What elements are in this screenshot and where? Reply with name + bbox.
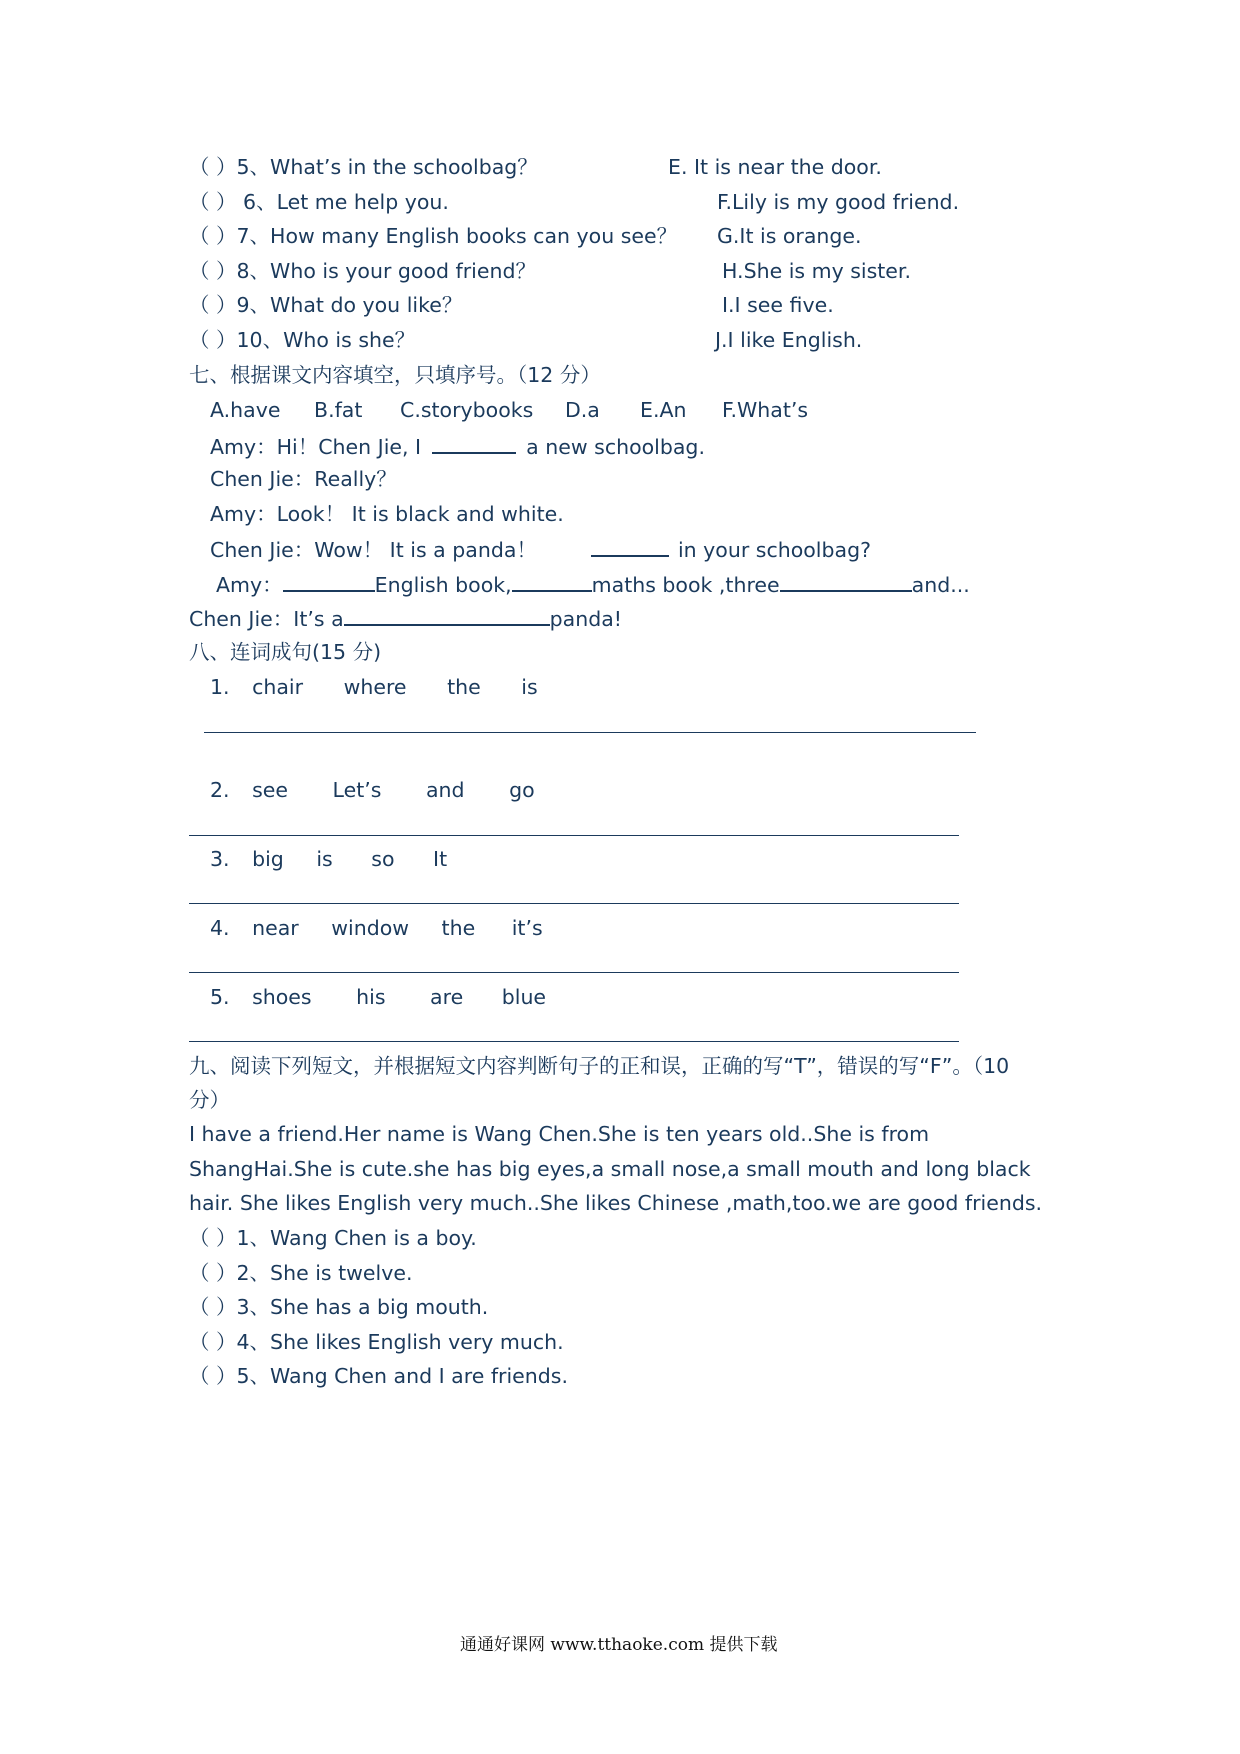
statement-4: （ ）4、She likes English very much. — [189, 1330, 564, 1354]
fill-blank-2[interactable] — [591, 535, 669, 557]
option-d: D.a — [565, 398, 600, 422]
option-b: B.fat — [314, 398, 363, 422]
word: blue — [501, 985, 547, 1009]
statement-1: （ ）1、Wang Chen is a boy. — [189, 1226, 477, 1250]
fill-blank-5[interactable] — [780, 570, 912, 592]
match-question-9: （ ）9、What do you like？ — [189, 293, 463, 317]
word: big — [252, 847, 284, 871]
item-number: 5. — [210, 985, 230, 1009]
word: where — [343, 675, 407, 699]
match-question-8: （ ）8、Who is your good friend？ — [189, 259, 536, 283]
reorder-item-5 — [210, 984, 546, 1010]
answer-line-2[interactable] — [189, 835, 959, 836]
word: is — [521, 675, 538, 699]
dialogue-line-5-mid2: maths book ,three — [591, 573, 780, 597]
reorder-item-3 — [210, 846, 447, 872]
match-answer-f: F.Lily is my good friend. — [717, 190, 960, 214]
statement-5: （ ）5、Wang Chen and I are friends. — [189, 1364, 568, 1388]
page-footer: 通通好课网 www.tthaoke.com 提供下载 — [460, 1635, 778, 1655]
dialogue-line-3: Amy：Look！ It is black and white. — [210, 502, 564, 526]
section9-heading-line-2: 分） — [189, 1088, 230, 1112]
fill-blank-6[interactable] — [344, 604, 550, 626]
word: the — [447, 675, 481, 699]
dialogue-line-1 — [210, 432, 705, 460]
match-question-7: （ ）7、How many English books can you see？ — [189, 224, 678, 248]
fill-blank-4[interactable] — [512, 570, 592, 592]
dialogue-line-4 — [210, 535, 871, 563]
word: near — [252, 916, 299, 940]
word: the — [441, 916, 476, 940]
match-answer-i: I.I see five. — [722, 293, 834, 317]
statement-3: （ ）3、She has a big mouth. — [189, 1295, 489, 1319]
word: is — [316, 847, 333, 871]
dialogue-line-4-start: Chen Jie：Wow！ It is a panda！ — [210, 538, 537, 562]
answer-line-4[interactable] — [189, 972, 959, 973]
answer-line-5[interactable] — [189, 1041, 959, 1042]
section7-heading: 七、根据课文内容填空，只填序号。（12 分） — [189, 363, 601, 387]
item-number: 2. — [210, 778, 230, 802]
dialogue-line-5-speaker: Amy： — [216, 573, 283, 597]
reorder-item-2 — [210, 777, 535, 803]
option-e: E.An — [640, 398, 687, 422]
word: shoes — [252, 985, 312, 1009]
dialogue-line-2: Chen Jie：Really？ — [210, 467, 397, 491]
dialogue-line-5-end: and... — [911, 573, 970, 597]
word: and — [425, 778, 465, 802]
word: It — [433, 847, 448, 871]
item-number: 3. — [210, 847, 230, 871]
item-number: 1. — [210, 675, 230, 699]
match-question-6: （ ） 6、Let me help you. — [189, 190, 449, 214]
word: window — [331, 916, 410, 940]
fill-blank-1[interactable] — [432, 432, 516, 454]
match-answer-g: G.It is orange. — [717, 224, 862, 248]
reorder-item-4 — [210, 915, 543, 941]
reorder-item-1 — [210, 674, 538, 700]
dialogue-line-6-end: panda! — [549, 607, 623, 631]
word: chair — [252, 675, 304, 699]
word: so — [371, 847, 395, 871]
dialogue-line-6 — [189, 604, 622, 632]
match-answer-e: E. It is near the door. — [668, 155, 882, 179]
word: go — [509, 778, 535, 802]
option-a: A.have — [210, 398, 281, 422]
dialogue-line-5 — [216, 570, 970, 598]
fill-blank-3[interactable] — [283, 570, 375, 592]
word: Let’s — [332, 778, 382, 802]
option-c: C.storybooks — [400, 398, 534, 422]
match-answer-j: J.I like English. — [715, 328, 863, 352]
word: his — [356, 985, 386, 1009]
statement-2: （ ）2、She is twelve. — [189, 1261, 413, 1285]
item-number: 4. — [210, 916, 230, 940]
dialogue-line-5-mid: English book, — [374, 573, 512, 597]
section8-heading: 八、连词成句(15 分) — [189, 640, 382, 664]
dialogue-line-4-end: in your schoolbag? — [677, 538, 871, 562]
reading-passage: I have a friend.Her name is Wang Chen.She is ten years old..She is from ShangHai.She is cute.she has big eyes,a small nose,a small mouth and long black hair. She likes English very much..She likes Chinese ,math,too.we are good friends. — [189, 1122, 1043, 1215]
match-answer-h: H.She is my sister. — [722, 259, 911, 283]
dialogue-line-6-start: Chen Jie：It’s a — [189, 607, 344, 631]
match-question-10: （ ）10、Who is she？ — [189, 328, 416, 352]
section9-heading-line-1: 九、阅读下列短文，并根据短文内容判断句子的正和误，正确的写“T”，错误的写“F”。（10 — [189, 1054, 1010, 1078]
dialogue-line-1-start: Amy：Hi！Chen Jie, I — [210, 435, 422, 459]
word: are — [430, 985, 464, 1009]
dialogue-line-1-end: a new schoolbag. — [526, 435, 705, 459]
word: see — [252, 778, 288, 802]
option-f: F.What’s — [722, 398, 809, 422]
word: it’s — [511, 916, 543, 940]
match-question-5: （ ）5、What’s in the schoolbag？ — [189, 155, 538, 179]
answer-line-1[interactable] — [204, 732, 976, 733]
answer-line-3[interactable] — [189, 903, 959, 904]
